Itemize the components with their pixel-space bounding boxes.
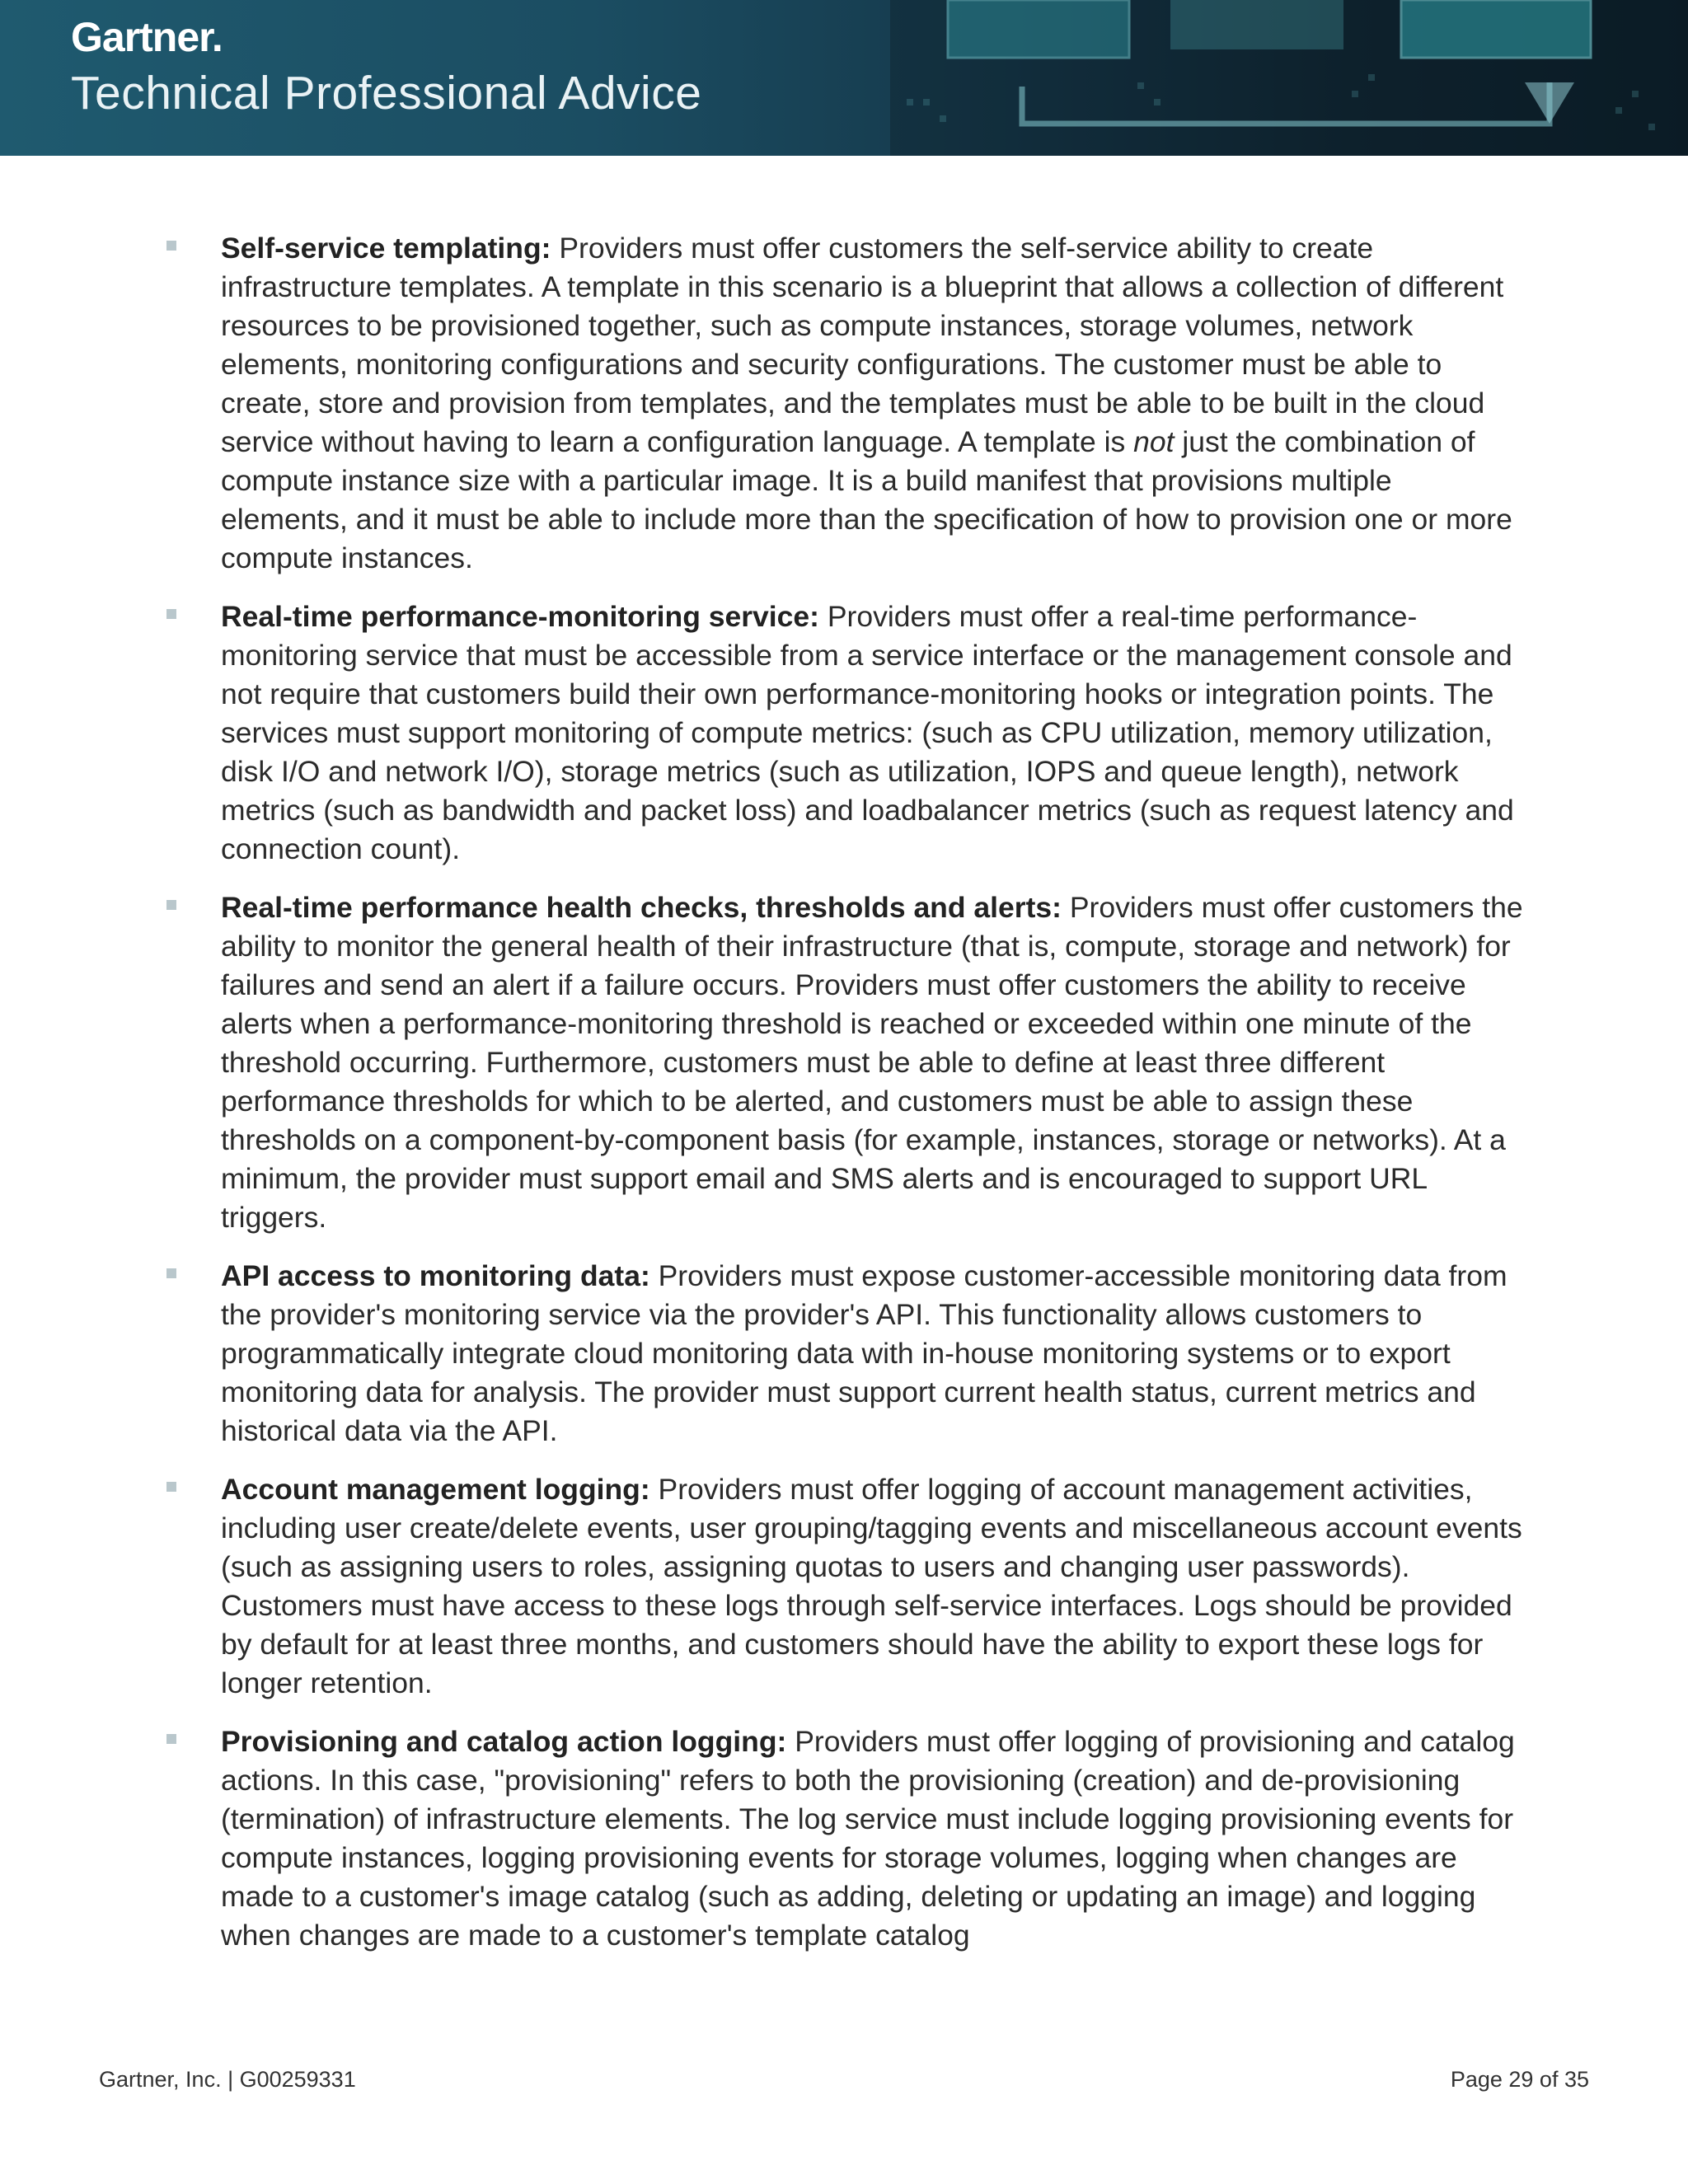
list-item-text (221, 598, 1525, 869)
bullet-square-icon (166, 1482, 176, 1492)
list-item-body: Providers must offer a real-time performance-monitoring service that must be accessible from a service interface or the management console and not require that customers build their own performance-monitoring hooks or integration points. The services must support monitoring of compute metrics: (such as CPU utilization, memory utilization, disk I/O and network I/O), storage metrics (such as utilization, IOPS and queue length), network metrics (such as bandwidth and packet loss) and loadbalancer metrics (such as request latency and connection count). (221, 600, 1514, 865)
bullet-square-icon (166, 1268, 176, 1278)
list-item-text (221, 1470, 1525, 1703)
bullet-square-icon (166, 609, 176, 619)
list-item-term: Provisioning and catalog action logging: (221, 1725, 787, 1758)
list-item-text (221, 1722, 1525, 1955)
list-item (165, 598, 1525, 869)
bullet-list (165, 229, 1525, 1975)
list-item-term: Account management logging: (221, 1473, 650, 1506)
list-item-body-end: just the combination of compute instance size with a particular image. It is a build manifest that provisions multiple elements, and it must be able to include more than the specification of how to provision one or more compute instances. (221, 425, 1512, 574)
list-item-body: Providers must offer customers the ability to monitor the general health of their infrastructure (that is, compute, storage and network) for failures and send an alert if a failure occurs. Providers must offer customers the ability to receive alerts when a performance-monitoring threshold is reached or exceeded within one minute of the threshold occurring. Furthermore, customers must be able to define at least three different performance thresholds for which to be alerted, and customers must be able to assign these thresholds on a component-by-component basis (for example, instances, storage or networks). At a minimum, the provider must support email and SMS alerts and is encouraged to support URL triggers. (221, 891, 1523, 1234)
bullet-square-icon (166, 241, 176, 251)
list-item-text (221, 1257, 1525, 1451)
list-item-emphasis: not (1133, 425, 1175, 458)
list-item-term: Real-time performance health checks, thresholds and alerts: (221, 891, 1062, 924)
list-item-body: Providers must offer logging of provisioning and catalog actions. In this case, "provisioning" refers to both the provisioning (creation) and de-provisioning (termination) of infrastructure elements. The log service must include logging provisioning events for compute instances, logging provisioning events for storage volumes, logging when changes are made to a customer's image catalog (such as adding, deleting or updating an image) and logging when changes are made to a customer's template catalog (221, 1725, 1515, 1952)
footer-page-number: Page 29 of 35 (1450, 2067, 1589, 2092)
bullet-square-icon (166, 900, 176, 910)
list-item (165, 229, 1525, 578)
list-item-term: Self-service templating: (221, 232, 551, 265)
header-banner (0, 0, 1688, 156)
list-item-term: Real-time performance-monitoring service: (221, 600, 819, 633)
list-item (165, 1722, 1525, 1955)
list-item (165, 888, 1525, 1237)
footer-doc-id: Gartner, Inc. | G00259331 (99, 2067, 356, 2092)
list-item-text (221, 888, 1525, 1237)
bullet-square-icon (166, 1734, 176, 1744)
list-item-body: Providers must expose customer-accessible monitoring data from the provider's monitoring service via the provider's API. This functionality allows customers to programmatically integrate cloud monitoring data with in-house monitoring systems or to export monitoring data for analysis. The provider must support current health status, current metrics and historical data via the API. (221, 1259, 1507, 1447)
list-item-body: Providers must offer logging of account management activities, including user create/delete events, user grouping/tagging events and miscellaneous account events (such as assigning users to roles, assigning quotas to users and changing user passwords). Customers must have access to these logs through self-service interfaces. Logs should be provided by default for at least three months, and customers should have the ability to export these logs for longer retention. (221, 1473, 1522, 1699)
list-item-body: Providers must offer customers the self-service ability to create infrastructure templates. A template in this scenario is a blueprint that allows a collection of different resources to be provisioned together, such as compute instances, storage volumes, network elements, monitoring configurations and security configurations. The customer must be able to create, store and provision from templates, and the templates must be able to be built in the cloud service without having to learn a configuration language. A template is (221, 232, 1504, 458)
list-item-text (221, 229, 1525, 578)
list-item-term: API access to monitoring data: (221, 1259, 650, 1292)
header-subtitle: Technical Professional Advice (71, 67, 702, 120)
list-item (165, 1257, 1525, 1451)
list-item (165, 1470, 1525, 1703)
gartner-logo: Gartner. (71, 14, 223, 60)
